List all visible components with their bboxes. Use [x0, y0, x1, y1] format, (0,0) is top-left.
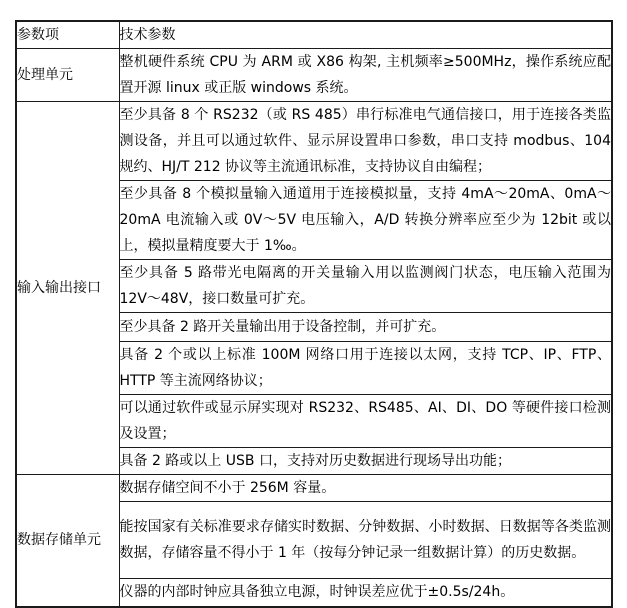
spec-cell-cpu: 整机硬件系统 CPU 为 ARM 或 X86 构架, 主机频率≥500MHz，操作系统应配置开源 linux 或正版 windows 系统。 — [119, 49, 612, 102]
table-row — [16, 102, 612, 181]
section-label-processing-unit: 处理单元 — [16, 49, 119, 102]
spec-cell-data-retention: 能按国家有关标准要求存储实时数据、分钟数据、小时数据、日数据等各类监测数据，存储容量不得小于 1 年（按每分钟记录一组数据计算）的历史数据。 — [119, 502, 612, 579]
spec-cell-interface-detection: 可以通过软件或显示屏实现对 RS232、RS485、AI、DI、DO 等硬件接口检测及设置； — [119, 395, 612, 448]
spec-cell-usb-ports: 具备 2 路或以上 USB 口，支持对历史数据进行现场导出功能； — [119, 448, 612, 475]
spec-cell-storage-capacity: 数据存储空间不小于 256M 容量。 — [119, 475, 612, 502]
spec-cell-switch-inputs: 至少具备 5 路带光电隔离的开关量输入用以监测阀门状态，电压输入范围为 12V～48V，接口数量可扩充。 — [119, 260, 612, 313]
table-row — [16, 49, 612, 102]
section-label-data-storage-unit: 数据存储单元 — [16, 475, 119, 607]
spec-cell-switch-outputs: 至少具备 2 路开关量输出用于设备控制，并可扩充。 — [119, 313, 612, 342]
column-header-technical-parameters: 技术参数 — [119, 21, 612, 49]
column-header-parameter-item: 参数项 — [16, 21, 119, 49]
table-header-row — [16, 21, 612, 49]
section-label-io-interface: 输入输出接口 — [16, 102, 119, 475]
spec-cell-analog-inputs: 至少具备 8 个模拟量输入通道用于连接模拟量，支持 4mA～20mA、0mA～20mA 电流输入或 0V～5V 电压输入，A/D 转换分辨率应至少为 12bit 或以上，模拟量精度要大于 1‰。 — [119, 181, 612, 260]
spec-cell-network-ports: 具备 2 个或以上标准 100M 网络口用于连接以太网，支持 TCP、IP、FTP、HTTP 等主流网络协议； — [119, 342, 612, 395]
spec-table — [15, 20, 613, 608]
table-row — [16, 475, 612, 502]
spec-cell-internal-clock: 仪器的内部时钟应具备独立电源，时钟误差应优于±0.5s/24h。 — [119, 579, 612, 607]
spec-cell-serial-ports: 至少具备 8 个 RS232（或 RS 485）串行标准电气通信接口，用于连接各类监测设备，并且可以通过软件、显示屏设置串口参数，串口支持 modbus、104 规约、HJ/T 212 协议等主流通讯标准，支持协议自由编程； — [119, 102, 612, 181]
